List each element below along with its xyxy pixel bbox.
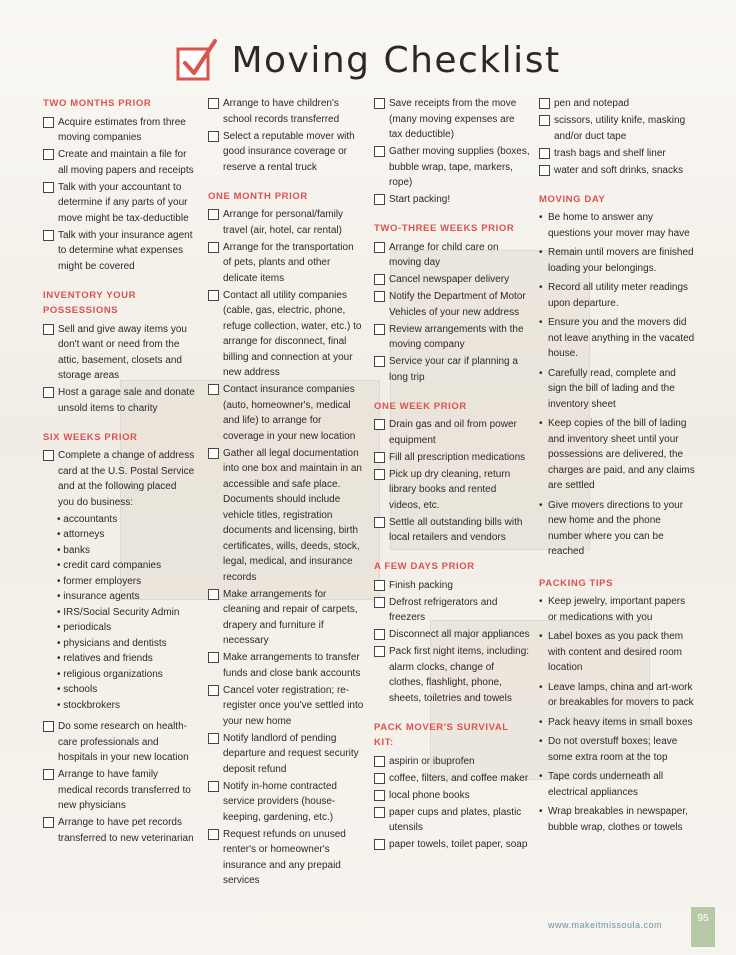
sub-list-item-text: credit card companies xyxy=(63,560,162,571)
section-gap xyxy=(374,209,530,221)
checklist-item-text: Create and maintain a file for all moving papers and receipts xyxy=(58,149,194,176)
tip-item xyxy=(539,366,695,413)
checklist-item-text: Service your car if planning a long trip xyxy=(389,356,518,383)
sub-list-item-text: relatives and friends xyxy=(63,653,153,664)
bullet-dot: • xyxy=(57,637,64,649)
checkbox[interactable] xyxy=(374,419,385,430)
checklist-item xyxy=(208,827,364,889)
bullet-dot: • xyxy=(57,544,64,556)
checklist-item xyxy=(539,163,695,179)
checkbox[interactable] xyxy=(374,773,385,784)
checklist-item xyxy=(208,650,364,681)
tip-item-text: Give movers directions to your new home and the phone number where you can be reached xyxy=(548,499,684,557)
checklist-item-text: local phone books xyxy=(389,789,470,801)
checklist-item xyxy=(374,450,530,466)
checkbox[interactable] xyxy=(208,384,219,395)
page-title: Moving Checklist xyxy=(231,39,561,81)
checkbox[interactable] xyxy=(208,589,219,600)
checklist-item xyxy=(374,289,530,320)
bullet-dot: • xyxy=(57,529,64,540)
tip-item xyxy=(539,680,695,711)
checklist-item-text: Finish packing xyxy=(389,579,453,591)
checklist-item xyxy=(374,354,530,385)
sub-list-item xyxy=(57,558,195,574)
bullet-dot: • xyxy=(539,681,543,693)
checklist-item xyxy=(43,719,195,766)
checklist-item-text: Complete a change of address card at the U.S. Postal Service and at the following placed you do business: xyxy=(58,450,195,508)
checklist-item-text: paper towels, toilet paper, soap xyxy=(389,839,528,850)
tip-item-text: Leave lamps, china and art-work or breakables for movers to pack xyxy=(548,681,694,708)
checkbox[interactable] xyxy=(374,274,385,285)
tip-item xyxy=(539,769,695,800)
checklist-item-text: Settle all outstanding bills with local retailers and vendors xyxy=(389,516,523,543)
bullet-dot: • xyxy=(539,367,543,379)
checklist-item xyxy=(539,146,695,162)
sub-list-item xyxy=(57,527,195,543)
bullet-dot: • xyxy=(539,282,543,293)
checklist-item-text: Talk with your insurance agent to determine what expenses might be covered xyxy=(58,229,193,272)
checklist-item-text: Fill all prescription medications xyxy=(389,451,526,463)
checklist-item xyxy=(374,467,530,514)
section-gap xyxy=(539,564,695,576)
sub-list-item xyxy=(57,543,195,559)
checkbox[interactable] xyxy=(43,117,54,128)
checklist-item xyxy=(374,96,530,143)
section-gap xyxy=(374,708,530,720)
bullet-dot: • xyxy=(57,513,64,525)
checklist-item xyxy=(43,385,195,416)
checklist-item-text: Review arrangements with the moving company xyxy=(389,323,524,350)
sub-list-item xyxy=(57,667,195,683)
checklist-item-text: paper cups and plates, plastic utensils xyxy=(389,806,522,833)
sub-list-item-text: attorneys xyxy=(63,529,105,540)
checklist-item xyxy=(43,448,195,510)
tip-item xyxy=(539,315,695,362)
section-title: PACKING TIPS xyxy=(539,577,614,589)
checklist-item xyxy=(43,147,195,178)
section-title: SIX WEEKS PRIOR xyxy=(43,431,138,443)
checklist-item-text: Sell and give away items you don't want or need from the attic, basement, closets and storage areas xyxy=(58,323,187,381)
checklist-item-text: Arrange for personal/family travel (air, hotel, car rental) xyxy=(223,209,344,236)
section-gap xyxy=(374,547,530,559)
column-2 xyxy=(208,96,364,890)
checklist-item-text: water and soft drinks, snacks xyxy=(554,164,683,176)
section-title: A FEW DAYS PRIOR xyxy=(374,561,475,572)
checklist-item-text: scissors, utility knife, masking and/or duct tape xyxy=(554,115,686,142)
sub-list-item xyxy=(57,698,195,714)
section-title: TWO MONTHS PRIOR xyxy=(43,98,152,109)
sub-list-item-text: former employers xyxy=(63,575,142,587)
checklist-item-text: Contact insurance companies (auto, homeowner's, medical and life) to arrange for coverage in your new location xyxy=(223,384,356,442)
checkbox[interactable] xyxy=(374,517,385,528)
tip-item-text: Label boxes as you pack them with content and desired room location xyxy=(548,631,684,673)
bullet-dot: • xyxy=(539,247,543,258)
checklist-item xyxy=(208,779,364,826)
page-header xyxy=(0,30,736,90)
bullet-dot: • xyxy=(539,806,543,817)
section-title: ONE MONTH PRIOR xyxy=(208,190,308,202)
checklist-item xyxy=(43,228,195,275)
sub-list xyxy=(43,512,195,714)
bullet-dot: • xyxy=(57,668,64,680)
sub-list-item-text: religious organizations xyxy=(63,668,163,680)
checklist-item xyxy=(208,683,364,730)
checkbox[interactable] xyxy=(374,242,385,253)
checklist-item-text: Notify the Department of Motor Vehicles of your new address xyxy=(389,291,526,318)
checklist-item xyxy=(43,322,195,384)
checklist-item-text: Save receipts from the move (many moving expenses are tax deductible) xyxy=(389,98,517,140)
checklist-item xyxy=(43,180,195,227)
tip-item xyxy=(539,498,695,560)
bullet-dot: • xyxy=(57,560,64,571)
checklist-item-text: Drain gas and oil from power equipment xyxy=(389,419,517,446)
checkbox[interactable] xyxy=(208,448,219,459)
bullet-dot: • xyxy=(539,317,543,328)
checklist-item xyxy=(374,788,530,804)
checkbox[interactable] xyxy=(208,242,219,253)
checkbox[interactable] xyxy=(374,629,385,640)
column-4 xyxy=(539,96,695,839)
checklist-item-text: Do some research on health-care professionals and hospitals in your new location xyxy=(58,721,189,763)
checklist-item xyxy=(208,240,364,287)
checkbox[interactable] xyxy=(43,387,54,398)
bullet-dot: • xyxy=(539,596,543,607)
checkbox[interactable] xyxy=(43,817,54,828)
checklist-item xyxy=(374,272,530,288)
section-title: INVENTORY YOUR POSSESSIONS xyxy=(43,289,137,316)
checklist-item xyxy=(208,587,364,649)
sub-list-item-text: physicians and dentists xyxy=(63,637,167,649)
section-gap xyxy=(374,387,530,399)
checkbox[interactable] xyxy=(374,452,385,463)
checklist-item-text: Talk with your accountant to determine if any parts of your move might be tax-deductible xyxy=(58,181,189,224)
bullet-dot: • xyxy=(539,736,543,747)
checkbox[interactable] xyxy=(208,209,219,220)
checkbox[interactable] xyxy=(208,733,219,744)
checklist-item xyxy=(43,115,195,146)
page-number: 95 xyxy=(691,907,715,947)
column-3 xyxy=(374,96,530,854)
tip-item xyxy=(539,715,695,731)
checklist-item xyxy=(374,627,530,643)
tip-item xyxy=(539,416,695,494)
checklist-item xyxy=(208,382,364,444)
sub-list-item xyxy=(57,620,195,636)
checklist-item xyxy=(374,595,530,626)
sub-list-item-text: schools xyxy=(63,684,98,695)
checklist-item-text: Arrange to have children's school records transferred xyxy=(223,98,340,125)
bullet-dot: • xyxy=(57,684,64,695)
checklist-item-text: Arrange for the transportation of pets, plants and other delicate items xyxy=(223,241,354,284)
bullet-dot: • xyxy=(539,212,543,223)
checklist-item xyxy=(374,754,530,770)
sub-list-item-text: insurance agents xyxy=(63,591,140,602)
section-title: MOVING DAY xyxy=(539,193,606,205)
checkbox[interactable] xyxy=(43,324,54,335)
sub-list-item xyxy=(57,682,195,698)
checkbox[interactable] xyxy=(374,756,385,767)
checklist-item-text: Disconnect all major appliances xyxy=(389,629,530,640)
checklist-item-text: Cancel newspaper delivery xyxy=(389,274,510,285)
section-title: PACK MOVER'S SURVIVAL KIT: xyxy=(374,721,509,748)
checklist-item-text: Gather moving supplies (boxes, bubble wrap, tape, markers, rope) xyxy=(389,146,530,188)
bullet-dot: • xyxy=(57,575,64,587)
checklist-item xyxy=(539,96,695,112)
bullet-dot: • xyxy=(539,771,543,782)
footer-url[interactable]: www.makeitmissoula.com xyxy=(548,920,663,930)
sub-list-item xyxy=(57,605,195,621)
section-gap xyxy=(539,180,695,192)
checkbox[interactable] xyxy=(43,149,54,160)
tip-item-text: Pack heavy items in small boxes xyxy=(548,716,693,728)
tip-item-text: Carefully read, complete and sign the bill of lading and the inventory sheet xyxy=(548,367,676,410)
checkbox[interactable] xyxy=(208,652,219,663)
tip-item-text: Keep jewelry, important papers or medications with you xyxy=(548,596,686,623)
checklist-item-text: Arrange for child care on moving day xyxy=(389,241,499,268)
checklist-item xyxy=(374,515,530,546)
checklist-item xyxy=(208,731,364,778)
checklist-item-text: Contact all utility companies (cable, gas, electric, phone, refuge collection, water, etc.) to arrange for disconnect, final billing and connection at your new address xyxy=(223,289,362,378)
checklist-item-text: Defrost refrigerators and freezers xyxy=(389,596,498,623)
tip-item xyxy=(539,594,695,625)
checklist-item-text: Start packing! xyxy=(389,194,451,205)
sub-list-item xyxy=(57,512,195,528)
checklist-item-text: Host a garage sale and donate unsold items to charity xyxy=(58,387,195,414)
checklist-item xyxy=(539,113,695,144)
checklist-item xyxy=(208,207,364,238)
tip-item xyxy=(539,629,695,676)
checkbox[interactable] xyxy=(43,182,54,193)
checklist-item-text: Pick up dry cleaning, return library books and rented videos, etc. xyxy=(389,468,511,511)
checkbox[interactable] xyxy=(374,194,385,205)
checkbox[interactable] xyxy=(208,131,219,142)
checkbox[interactable] xyxy=(539,115,550,126)
checklist-item-text: Make arrangements to transfer funds and close bank accounts xyxy=(223,652,361,679)
checkbox[interactable] xyxy=(208,290,219,301)
tip-item-text: Keep copies of the bill of lading and inventory sheet until your possessions are delivered, the charges are paid, and any claims are settled xyxy=(548,418,695,491)
sub-list-item xyxy=(57,636,195,652)
tip-item-text: Be home to answer any questions your mover may have xyxy=(548,212,690,239)
section-gap xyxy=(43,276,195,288)
checklist-item-text: coffee, filters, and coffee maker xyxy=(389,772,529,784)
checklist-item-text: Arrange to have family medical records transferred to new physicians xyxy=(58,769,191,811)
checklist-item xyxy=(208,288,364,381)
bullet-dot: • xyxy=(57,591,64,602)
checkbox[interactable] xyxy=(374,356,385,367)
tip-item xyxy=(539,245,695,276)
checkbox[interactable] xyxy=(374,646,385,657)
checklist-item-text: aspirin or ibuprofen xyxy=(389,755,475,767)
tip-item xyxy=(539,280,695,311)
checklist-item xyxy=(374,578,530,594)
bullet-dot: • xyxy=(57,699,64,711)
checklist-item xyxy=(374,644,530,706)
checkbox[interactable] xyxy=(374,98,385,109)
checkbox[interactable] xyxy=(374,580,385,591)
checklist-item-text: Cancel voter registration; re-register once you've settled into your new home xyxy=(223,684,364,727)
bullet-dot: • xyxy=(539,499,543,511)
bullet-dot: • xyxy=(539,631,543,642)
tip-item xyxy=(539,804,695,835)
checkbox[interactable] xyxy=(43,450,54,461)
checkbox[interactable] xyxy=(43,721,54,732)
checkbox[interactable] xyxy=(374,146,385,157)
section-title: ONE WEEK PRIOR xyxy=(374,400,467,412)
checklist-item xyxy=(374,837,530,853)
checklist-item-text: Arrange to have pet records transferred to new veterinarian xyxy=(58,817,194,844)
checklist-item xyxy=(374,144,530,191)
checkbox[interactable] xyxy=(43,230,54,241)
checkbox[interactable] xyxy=(43,769,54,780)
checkbox[interactable] xyxy=(374,839,385,850)
sub-list-item xyxy=(57,589,195,605)
section-gap xyxy=(43,418,195,430)
column-1 xyxy=(43,96,195,848)
tip-item-text: Do not overstuff boxes; leave some extra room at the top xyxy=(548,736,678,763)
checkbox[interactable] xyxy=(374,469,385,480)
checkbox[interactable] xyxy=(208,829,219,840)
checklist-item-text: Notify in-home contracted service providers (house-keeping, gardening, etc.) xyxy=(223,780,337,823)
checkbox-checked-icon xyxy=(175,37,221,83)
checklist-item xyxy=(374,322,530,353)
checklist-item xyxy=(374,417,530,448)
checkbox[interactable] xyxy=(208,98,219,109)
checkbox[interactable] xyxy=(374,790,385,801)
checklist-item xyxy=(374,192,530,208)
checkbox[interactable] xyxy=(539,165,550,176)
checklist-item xyxy=(374,240,530,271)
checkbox[interactable] xyxy=(374,807,385,818)
checklist-item-text: Acquire estimates from three moving companies xyxy=(58,116,186,143)
tip-item-text: Ensure you and the movers did not leave anything in the vacated house. xyxy=(548,317,695,359)
sub-list-item-text: accountants xyxy=(63,513,118,525)
sub-list-item-text: IRS/Social Security Admin xyxy=(63,606,180,618)
checklist-item xyxy=(43,815,195,846)
checklist-item-text: pen and notepad xyxy=(554,98,630,109)
checklist-item xyxy=(208,96,364,127)
checklist-item xyxy=(374,805,530,836)
checkbox[interactable] xyxy=(374,324,385,335)
tip-item-text: Record all utility meter readings upon departure. xyxy=(548,282,689,309)
checklist-item-text: Gather all legal documentation into one box and maintain in an accessible and safe place. Documents should include vehicle titles, registration documents and licensing, birth certificates, wills, deeds, stock, legal, medical, and insurance records xyxy=(223,447,362,583)
sub-list-item-text: banks xyxy=(63,544,90,556)
checklist-item xyxy=(208,129,364,176)
checklist-item-text: Select a reputable mover with good insurance coverage or reserve a rental truck xyxy=(223,130,355,173)
bullet-dot: • xyxy=(539,716,543,728)
bullet-dot: • xyxy=(539,418,543,429)
tip-item-text: Tape cords underneath all electrical appliances xyxy=(548,771,664,798)
checkbox[interactable] xyxy=(208,781,219,792)
bullet-dot: • xyxy=(57,606,64,618)
checklist-item-text: Pack first night items, including: alarm clocks, change of clothes, flashlight, phone, sheets, toiletries and towels xyxy=(389,646,530,704)
sub-list-item xyxy=(57,651,195,667)
tip-item-text: Remain until movers are finished loading your belongings. xyxy=(548,247,694,274)
checkbox[interactable] xyxy=(539,98,550,109)
checklist-item-text: Make arrangements for cleaning and repair of carpets, drapery and furniture if necessary xyxy=(223,588,358,646)
tip-item xyxy=(539,734,695,765)
sub-list-item-text: stockbrokers xyxy=(63,699,120,711)
bullet-dot: • xyxy=(57,653,64,664)
checklist-item-text: Notify landlord of pending departure and request security deposit refund xyxy=(223,732,359,775)
tip-item-text: Wrap breakables in newspaper, bubble wrap, clothes or towels xyxy=(548,806,688,833)
sub-list-item-text: periodicals xyxy=(63,622,112,633)
checklist-item xyxy=(43,767,195,814)
checklist-item xyxy=(208,446,364,586)
checklist-item xyxy=(374,771,530,787)
checklist-item-text: Request refunds on unused renter's or homeowner's insurance and any prepaid services xyxy=(223,828,346,886)
checklist-item-text: trash bags and shelf liner xyxy=(554,147,666,159)
checkbox[interactable] xyxy=(208,685,219,696)
checkbox[interactable] xyxy=(539,148,550,159)
section-title: TWO-THREE WEEKS PRIOR xyxy=(374,223,515,234)
bullet-dot: • xyxy=(57,622,64,633)
checkbox[interactable] xyxy=(374,291,385,302)
section-gap xyxy=(208,177,364,189)
checkbox[interactable] xyxy=(374,597,385,608)
tip-item xyxy=(539,210,695,241)
sub-list-item xyxy=(57,574,195,590)
